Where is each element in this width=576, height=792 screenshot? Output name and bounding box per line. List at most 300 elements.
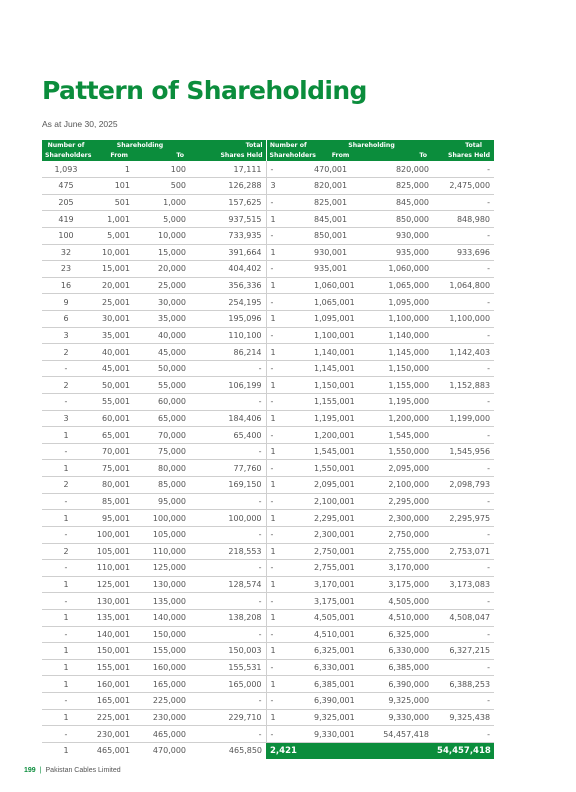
shareholders-count: 1 <box>266 609 310 626</box>
to-value: 2,295,000 <box>371 493 433 510</box>
shares-held-value: 1,100,000 <box>433 310 494 327</box>
shares-held-value: 6,388,253 <box>433 676 494 693</box>
shareholders-count: 100 <box>42 227 90 244</box>
shares-held-value: 77,760 <box>190 460 266 477</box>
table-row <box>42 593 494 610</box>
shareholders-count: - <box>266 460 310 477</box>
from-value: 1,100,001 <box>310 327 371 344</box>
shareholders-count: - <box>42 726 90 743</box>
shares-held-value: - <box>433 161 494 178</box>
table-row <box>42 178 494 195</box>
shareholders-count: - <box>266 659 310 676</box>
shares-held-value: 126,288 <box>190 178 266 195</box>
from-value: 165,001 <box>90 693 134 710</box>
shares-held-value: 2,098,793 <box>433 477 494 494</box>
from-value: 1,145,001 <box>310 360 371 377</box>
header-number-of: Number of <box>266 140 310 152</box>
shares-held-value: 106,199 <box>190 377 266 394</box>
from-value: 150,001 <box>90 643 134 660</box>
shareholders-count: 1 <box>266 477 310 494</box>
shares-held-value: 17,111 <box>190 161 266 178</box>
shareholders-count: 1 <box>266 709 310 726</box>
shares-held-value: - <box>190 443 266 460</box>
to-value: 165,000 <box>134 676 190 693</box>
table-row <box>42 161 494 178</box>
shareholders-count: 1 <box>42 460 90 477</box>
to-value: 105,000 <box>134 526 190 543</box>
from-value: 160,001 <box>90 676 134 693</box>
header-shares-held: Shares Held <box>190 152 266 161</box>
shares-held-value: - <box>433 693 494 710</box>
from-value: 2,095,001 <box>310 477 371 494</box>
to-value: 6,325,000 <box>371 626 433 643</box>
shares-held-value: - <box>433 360 494 377</box>
shares-held-value: - <box>190 526 266 543</box>
shares-held-value: 1,064,800 <box>433 277 494 294</box>
from-value: 935,001 <box>310 261 371 278</box>
table-row <box>42 244 494 261</box>
table-row <box>42 360 494 377</box>
shares-held-value: - <box>433 593 494 610</box>
to-value: 30,000 <box>134 294 190 311</box>
to-value: 820,000 <box>371 161 433 178</box>
from-value: 1,095,001 <box>310 310 371 327</box>
from-value: 125,001 <box>90 576 134 593</box>
table-row <box>42 543 494 560</box>
to-value: 850,000 <box>371 211 433 228</box>
shares-held-value: - <box>190 693 266 710</box>
shareholders-count: 1 <box>266 244 310 261</box>
shareholders-count: 1 <box>42 427 90 444</box>
to-value: 100,000 <box>134 510 190 527</box>
to-value: 1,545,000 <box>371 427 433 444</box>
to-value: 1,195,000 <box>371 394 433 411</box>
from-value: 1,150,001 <box>310 377 371 394</box>
to-value: 230,000 <box>134 709 190 726</box>
shareholders-count: - <box>266 593 310 610</box>
shares-held-value: 254,195 <box>190 294 266 311</box>
shareholders-count: 1 <box>266 310 310 327</box>
shares-held-value: - <box>433 227 494 244</box>
table-row <box>42 427 494 444</box>
header-shareholders: Shareholders <box>266 152 310 161</box>
to-value: 930,000 <box>371 227 433 244</box>
shareholders-count: - <box>42 443 90 460</box>
shareholders-count: 1 <box>266 643 310 660</box>
shareholders-count: 32 <box>42 244 90 261</box>
shareholding-table <box>42 140 494 759</box>
table-row <box>42 726 494 743</box>
shareholders-count: - <box>266 693 310 710</box>
from-value: 20,001 <box>90 277 134 294</box>
table-row <box>42 526 494 543</box>
from-value: 1,550,001 <box>310 460 371 477</box>
from-value: 95,001 <box>90 510 134 527</box>
table-row <box>42 709 494 726</box>
shares-held-value: 86,214 <box>190 344 266 361</box>
table-row <box>42 643 494 660</box>
to-value: 50,000 <box>134 360 190 377</box>
from-value: 1,545,001 <box>310 443 371 460</box>
from-value: 75,001 <box>90 460 134 477</box>
shares-held-value: 2,295,975 <box>433 510 494 527</box>
from-value: 2,300,001 <box>310 526 371 543</box>
from-value: 45,001 <box>90 360 134 377</box>
table-row <box>42 626 494 643</box>
header-row-bottom <box>42 152 494 161</box>
to-value: 70,000 <box>134 427 190 444</box>
from-value: 820,001 <box>310 178 371 195</box>
shares-held-value: 110,100 <box>190 327 266 344</box>
shares-held-value: - <box>190 726 266 743</box>
shareholders-count: 1 <box>266 211 310 228</box>
to-value: 95,000 <box>134 493 190 510</box>
from-value: 30,001 <box>90 310 134 327</box>
shareholders-count: - <box>42 560 90 577</box>
to-value: 160,000 <box>134 659 190 676</box>
from-value: 25,001 <box>90 294 134 311</box>
to-value: 470,000 <box>152 746 187 756</box>
from-value: 65,001 <box>90 427 134 444</box>
table-row <box>42 460 494 477</box>
shares-held-value: - <box>433 726 494 743</box>
to-value: 9,330,000 <box>371 709 433 726</box>
header-total: Total <box>433 140 494 152</box>
from-value: 105,001 <box>90 543 134 560</box>
to-value: 1,150,000 <box>371 360 433 377</box>
shareholders-count: 3 <box>42 410 90 427</box>
from-value: 4,510,001 <box>310 626 371 643</box>
from-value: 230,001 <box>90 726 134 743</box>
to-value: 1,550,000 <box>371 443 433 460</box>
to-value: 935,000 <box>371 244 433 261</box>
shareholders-count: - <box>266 227 310 244</box>
shares-held-value: 195,096 <box>190 310 266 327</box>
shareholders-count: 475 <box>42 178 90 195</box>
shareholders-count: 16 <box>42 277 90 294</box>
from-value: 1,060,001 <box>310 277 371 294</box>
from-value: 3,170,001 <box>310 576 371 593</box>
to-value: 225,000 <box>134 693 190 710</box>
from-value: 155,001 <box>90 659 134 676</box>
table-row <box>42 493 494 510</box>
shareholders-count: - <box>266 726 310 743</box>
shares-held-value: 128,574 <box>190 576 266 593</box>
table-row <box>42 609 494 626</box>
shareholders-count: 2 <box>42 344 90 361</box>
shares-held-value: 6,327,215 <box>433 643 494 660</box>
header-shareholders: Shareholders <box>42 152 90 161</box>
shares-held-value: 229,710 <box>190 709 266 726</box>
shareholders-count: 1 <box>266 576 310 593</box>
to-value: 465,000 <box>134 726 190 743</box>
from-value: 2,100,001 <box>310 493 371 510</box>
shares-held-value: 404,402 <box>190 261 266 278</box>
to-value: 25,000 <box>134 277 190 294</box>
to-value: 1,100,000 <box>371 310 433 327</box>
header-shares-held: Shares Held <box>433 152 494 161</box>
header-row-top <box>42 140 494 152</box>
to-value: 130,000 <box>134 576 190 593</box>
to-value: 5,000 <box>134 211 190 228</box>
shares-held-value: - <box>433 194 494 211</box>
to-value: 110,000 <box>134 543 190 560</box>
shares-held-value: - <box>433 294 494 311</box>
table-row <box>42 659 494 676</box>
shares-held-value: 65,400 <box>190 427 266 444</box>
to-value: 1,060,000 <box>371 261 433 278</box>
from-value: 135,001 <box>90 609 134 626</box>
shares-held-value: - <box>190 493 266 510</box>
to-value: 1,145,000 <box>371 344 433 361</box>
shares-held-value: 4,508,047 <box>433 609 494 626</box>
from-value: 6,390,001 <box>310 693 371 710</box>
shares-held-value: 218,553 <box>190 543 266 560</box>
shareholders-count: - <box>42 626 90 643</box>
shareholders-count: 1 <box>266 410 310 427</box>
to-value: 1,095,000 <box>371 294 433 311</box>
shares-held-value: - <box>190 394 266 411</box>
to-value: 1,065,000 <box>371 277 433 294</box>
header-total: Total <box>190 140 266 152</box>
header-to: To <box>371 152 433 161</box>
shareholders-count: 1 <box>266 510 310 527</box>
shares-held-value: 1,199,000 <box>433 410 494 427</box>
shareholders-count: 1 <box>266 377 310 394</box>
table-row <box>42 310 494 327</box>
header-shareholding: Shareholding <box>90 140 190 152</box>
shareholders-count: - <box>266 560 310 577</box>
shareholders-count: - <box>42 593 90 610</box>
from-value: 85,001 <box>90 493 134 510</box>
shareholders-count: 419 <box>42 211 90 228</box>
table-row <box>42 294 494 311</box>
shareholders-count: 1 <box>42 659 90 676</box>
header-from: From <box>90 152 134 161</box>
shares-held-value: 1,142,403 <box>433 344 494 361</box>
to-value: 15,000 <box>134 244 190 261</box>
from-value: 70,001 <box>90 443 134 460</box>
from-value: 930,001 <box>310 244 371 261</box>
from-value: 130,001 <box>90 593 134 610</box>
table-row <box>42 693 494 710</box>
shareholders-count: 23 <box>42 261 90 278</box>
from-value: 3,175,001 <box>310 593 371 610</box>
table-row <box>42 576 494 593</box>
from-value: 50,001 <box>90 377 134 394</box>
shares-held-value: 937,515 <box>190 211 266 228</box>
shares-held-value: - <box>433 526 494 543</box>
shares-held-value: 3,173,083 <box>433 576 494 593</box>
table-row <box>42 377 494 394</box>
shares-held-value: - <box>433 460 494 477</box>
shareholders-count: 205 <box>42 194 90 211</box>
shareholders-count: 1 <box>266 277 310 294</box>
to-value: 150,000 <box>134 626 190 643</box>
to-value: 4,510,000 <box>371 609 433 626</box>
table-row <box>42 443 494 460</box>
total-shareholders: 2,421 <box>266 742 433 759</box>
from-value: 465,001 <box>96 746 130 756</box>
to-value: 155,000 <box>134 643 190 660</box>
table-row <box>42 227 494 244</box>
from-value: 1,195,001 <box>310 410 371 427</box>
shareholders-count: - <box>266 194 310 211</box>
shares-held-value: 9,325,438 <box>433 709 494 726</box>
table-row <box>42 211 494 228</box>
shareholders-count: - <box>266 360 310 377</box>
shares-held-value: - <box>190 593 266 610</box>
from-value: 55,001 <box>90 394 134 411</box>
to-value: 45,000 <box>134 344 190 361</box>
table-row <box>42 327 494 344</box>
to-value: 3,175,000 <box>371 576 433 593</box>
shares-held-value: 848,980 <box>433 211 494 228</box>
to-value: 6,390,000 <box>371 676 433 693</box>
shares-held-value: - <box>190 626 266 643</box>
header-number-of: Number of <box>42 140 90 152</box>
shareholders-count: 2 <box>42 477 90 494</box>
table-row <box>42 477 494 494</box>
to-value: 1,000 <box>134 194 190 211</box>
to-value: 3,170,000 <box>371 560 433 577</box>
shares-held-value: 100,000 <box>190 510 266 527</box>
shareholders-count: 1,093 <box>42 161 90 178</box>
shares-held-value: 356,336 <box>190 277 266 294</box>
from-value: 40,001 <box>90 344 134 361</box>
shares-held-value: 933,696 <box>433 244 494 261</box>
shareholders-count: 1 <box>42 709 90 726</box>
to-value: 80,000 <box>134 460 190 477</box>
from-value: 15,001 <box>90 261 134 278</box>
page-number: 199 <box>24 767 36 774</box>
from-value: 10,001 <box>90 244 134 261</box>
page-footer <box>24 767 121 774</box>
to-value: 500 <box>134 178 190 195</box>
shareholders-count: 9 <box>42 294 90 311</box>
to-value: 825,000 <box>371 178 433 195</box>
from-value: 35,001 <box>90 327 134 344</box>
from-value: 1 <box>90 161 134 178</box>
shareholders-count: - <box>42 493 90 510</box>
table-row <box>42 194 494 211</box>
shareholders-count: 1 <box>266 344 310 361</box>
from-value: 140,001 <box>90 626 134 643</box>
shares-held-value: 184,406 <box>190 410 266 427</box>
from-value: 501 <box>90 194 134 211</box>
header-from: From <box>310 152 371 161</box>
shareholders-count: 2 <box>42 377 90 394</box>
table-row <box>42 510 494 527</box>
from-value: 2,295,001 <box>310 510 371 527</box>
to-value: 1,200,000 <box>371 410 433 427</box>
to-value: 6,330,000 <box>371 643 433 660</box>
to-value: 2,100,000 <box>371 477 433 494</box>
shareholders-count: - <box>266 327 310 344</box>
to-value: 40,000 <box>134 327 190 344</box>
from-value: 80,001 <box>90 477 134 494</box>
from-value: 470,001 <box>310 161 371 178</box>
shares-held-value: - <box>433 560 494 577</box>
shareholders-count: 1 <box>266 543 310 560</box>
table-row <box>42 277 494 294</box>
shares-held-value: 733,935 <box>190 227 266 244</box>
from-value: 850,001 <box>310 227 371 244</box>
shareholders-count: 1 <box>63 746 69 756</box>
to-value: 100 <box>134 161 190 178</box>
shares-held-value: - <box>433 394 494 411</box>
to-value: 845,000 <box>371 194 433 211</box>
total-shares-held: 54,457,418 <box>433 742 494 759</box>
from-value: 1,140,001 <box>310 344 371 361</box>
shares-held-value: - <box>190 560 266 577</box>
shareholders-count: - <box>266 294 310 311</box>
shareholders-count: 1 <box>42 643 90 660</box>
to-value: 54,457,418 <box>371 726 433 743</box>
from-value: 2,750,001 <box>310 543 371 560</box>
to-value: 75,000 <box>134 443 190 460</box>
shareholders-count: - <box>266 427 310 444</box>
to-value: 125,000 <box>134 560 190 577</box>
shares-held-value: 2,753,071 <box>433 543 494 560</box>
shareholders-count: 1 <box>42 576 90 593</box>
from-value: 6,330,001 <box>310 659 371 676</box>
to-value: 2,095,000 <box>371 460 433 477</box>
shares-held-value: 138,208 <box>190 609 266 626</box>
shareholders-count: - <box>266 493 310 510</box>
to-value: 65,000 <box>134 410 190 427</box>
from-value: 100,001 <box>90 526 134 543</box>
shares-held-value: 155,531 <box>190 659 266 676</box>
shareholders-count: - <box>42 693 90 710</box>
from-value: 845,001 <box>310 211 371 228</box>
shareholders-count: - <box>266 626 310 643</box>
page-title: Pattern of Shareholding <box>42 76 367 105</box>
from-value: 1,001 <box>90 211 134 228</box>
shareholders-count: - <box>266 526 310 543</box>
shares-held-value: 2,475,000 <box>433 178 494 195</box>
shareholders-count: - <box>42 360 90 377</box>
shareholders-count: 3 <box>42 327 90 344</box>
shareholders-count: - <box>266 161 310 178</box>
from-value: 1,065,001 <box>310 294 371 311</box>
shares-held-value: - <box>433 626 494 643</box>
shares-held-value: - <box>190 360 266 377</box>
shareholders-count: 2 <box>42 543 90 560</box>
header-to: To <box>134 152 190 161</box>
table-row <box>42 261 494 278</box>
shareholders-count: 3 <box>266 178 310 195</box>
shareholders-count: 1 <box>42 676 90 693</box>
shareholders-count: 6 <box>42 310 90 327</box>
shares-held-value: 150,003 <box>190 643 266 660</box>
last-row-with-totals <box>42 742 494 759</box>
to-value: 35,000 <box>134 310 190 327</box>
as-at-date: As at June 30, 2025 <box>42 119 118 129</box>
from-value: 101 <box>90 178 134 195</box>
to-value: 140,000 <box>134 609 190 626</box>
from-value: 110,001 <box>90 560 134 577</box>
from-value: 9,325,001 <box>310 709 371 726</box>
table-row <box>42 560 494 577</box>
shareholders-count: - <box>42 526 90 543</box>
table-row <box>42 344 494 361</box>
table-row <box>42 676 494 693</box>
shares-held-value: 1,152,883 <box>433 377 494 394</box>
to-value: 85,000 <box>134 477 190 494</box>
to-value: 20,000 <box>134 261 190 278</box>
shareholders-count: - <box>42 394 90 411</box>
